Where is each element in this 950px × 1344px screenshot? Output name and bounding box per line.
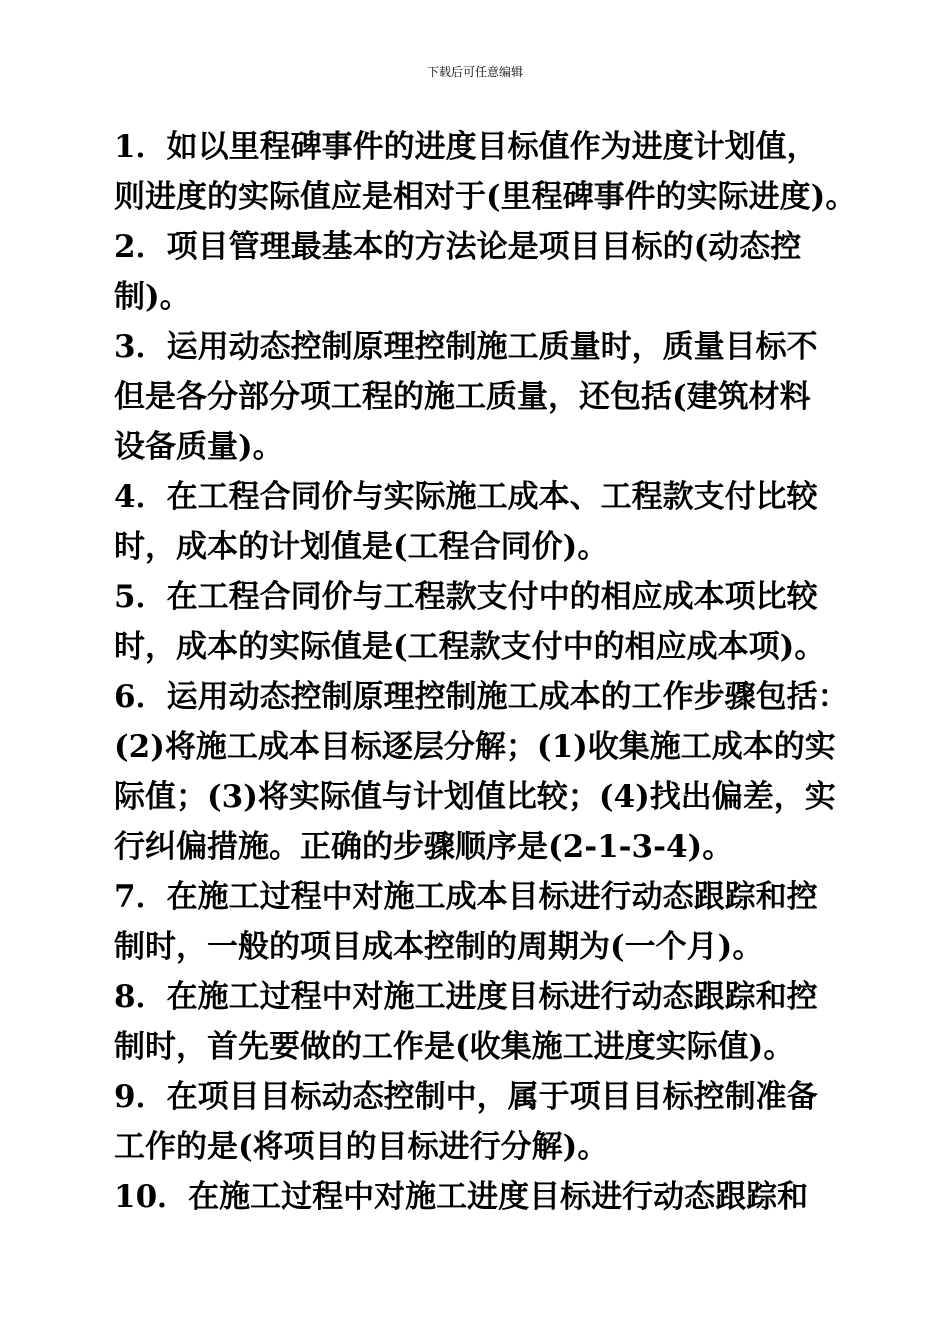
text-line: 行纠偏措施。正确的步骤顺序是(2-1-3-4)。 [114,829,734,865]
text-line: 则进度的实际值应是相对于(里程碑事件的实际进度)。 [114,179,857,215]
text-line: 设备质量)。 [114,429,284,465]
question-list [114,122,860,1222]
text-line: 7．在施工过程中对施工成本目标进行动态跟踪和控 [114,879,818,915]
text-line: 但是各分部分项工程的施工质量，还包括(建筑材料 [114,379,811,415]
text-line: 制时，首先要做的工作是(收集施工进度实际值)。 [114,1029,795,1065]
text-line: 10．在施工过程中对施工进度目标进行动态跟踪和 [114,1179,809,1215]
question-item-4 [114,472,860,572]
text-line: 制时，一般的项目成本控制的周期为(一个月)。 [114,929,764,965]
question-item-8 [114,972,860,1072]
question-item-7 [114,872,860,972]
text-line: 1．如以里程碑事件的进度目标值作为进度计划值， [114,129,818,165]
text-line: 工作的是(将项目的目标进行分解)。 [114,1129,609,1165]
text-line: 际值；(3)将实际值与计划值比较；(4)找出偏差，实 [114,779,836,815]
text-line: (2)将施工成本目标逐层分解；(1)收集施工成本的实 [114,729,836,765]
text-line: 4．在工程合同价与实际施工成本、工程款支付比较 [114,479,818,515]
text-line: 时，成本的计划值是(工程合同价)。 [114,529,609,565]
question-item-1 [114,122,860,222]
text-line: 2．项目管理最基本的方法论是项目目标的(动态控 [114,229,802,265]
text-line: 9．在项目目标动态控制中，属于项目目标控制准备 [114,1079,818,1115]
question-item-10 [114,1172,860,1222]
text-line: 6．运用动态控制原理控制施工成本的工作步骤包括： [114,679,849,715]
question-item-5 [114,572,860,672]
text-line: 制)。 [114,279,191,315]
text-line: 8．在施工过程中对施工进度目标进行动态跟踪和控 [114,979,818,1015]
question-item-2 [114,222,860,322]
question-item-6 [114,672,860,872]
text-line: 5．在工程合同价与工程款支付中的相应成本项比较 [114,579,818,615]
question-item-3 [114,322,860,472]
page-header: 下载后可任意编辑 [426,65,523,79]
question-item-9 [114,1072,860,1172]
text-line: 时，成本的实际值是(工程款支付中的相应成本项)。 [114,629,826,665]
text-line: 3．运用动态控制原理控制施工质量时，质量目标不 [114,329,818,365]
